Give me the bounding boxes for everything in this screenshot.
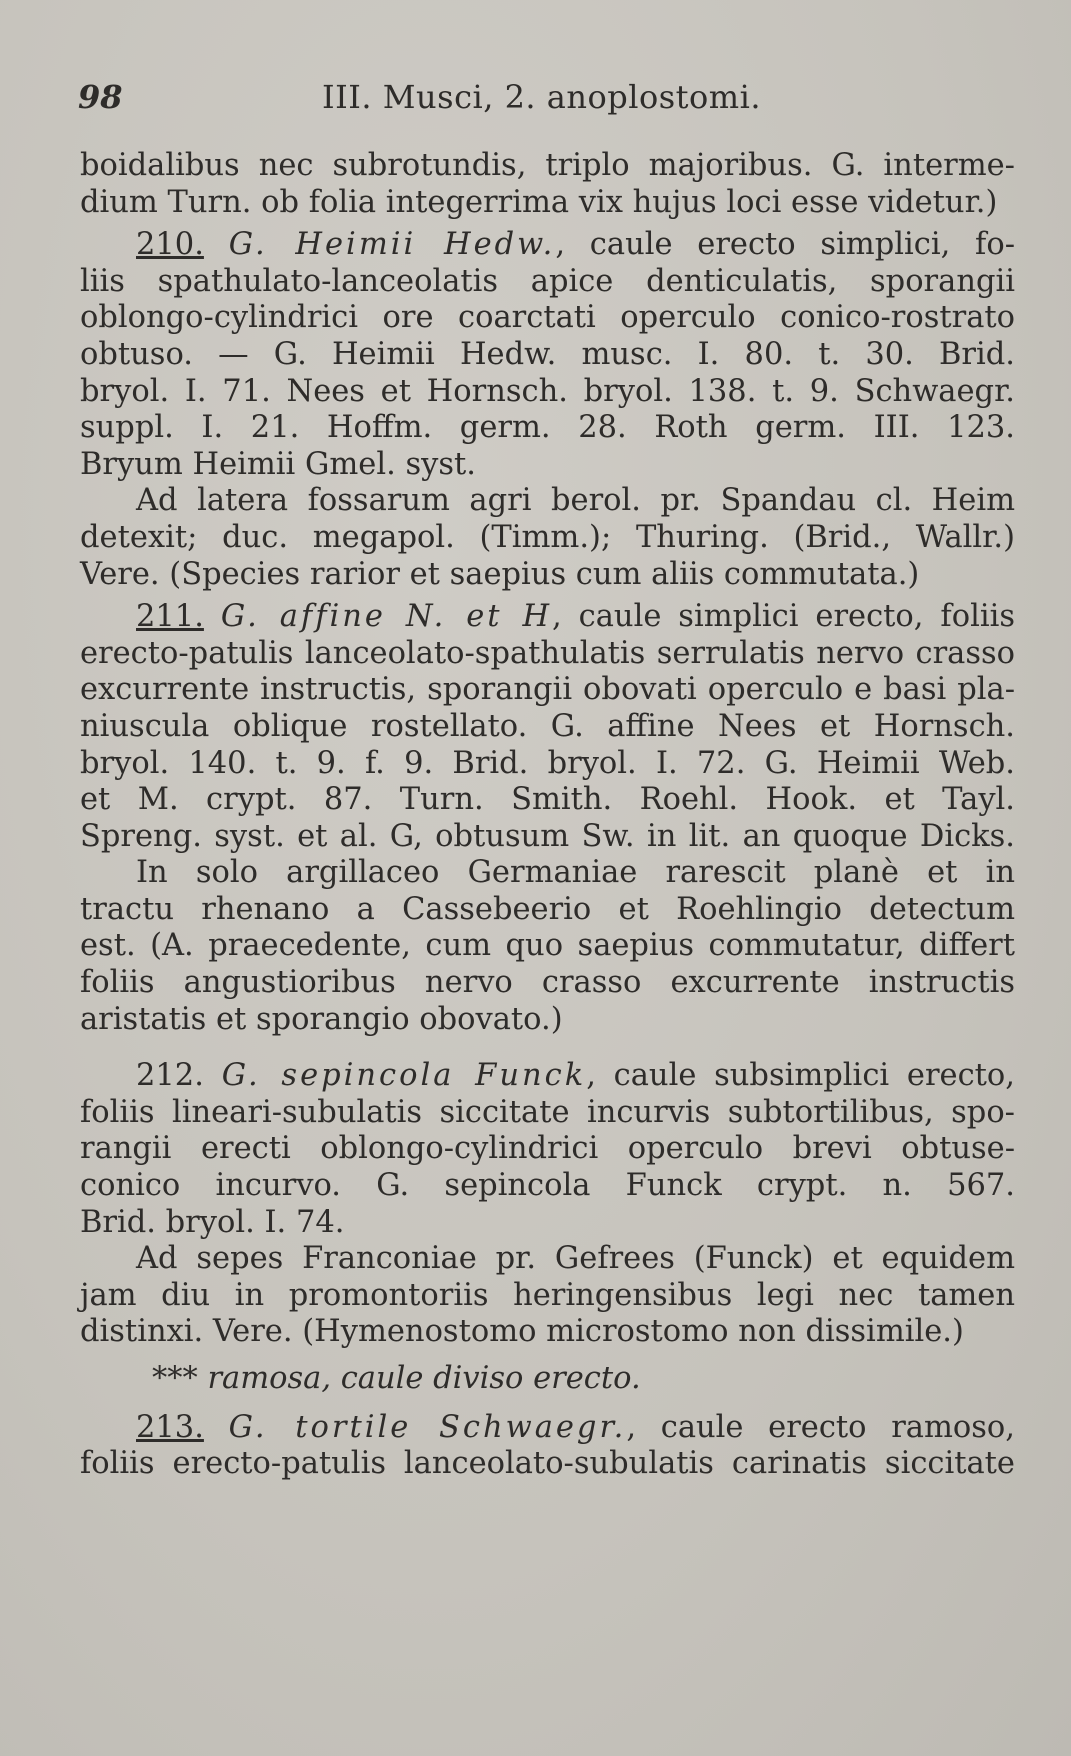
section-title: ramosa, caule diviso erecto. (207, 1361, 641, 1396)
text-line: distinxi. Vere. (Hymenostomo microstomo non dissimile.) (80, 1314, 964, 1350)
text-fragment: , caule simplici erecto, foliis (552, 599, 1015, 635)
text-line: et M. crypt. 87. Turn. Smith. Roehl. Hook. et Tayl. (80, 782, 1015, 818)
text-line: boidalibus nec subrotundis, triplo majoribus. G. interme- (80, 148, 1015, 183)
text-line: Brid. bryol. I. 74. (80, 1204, 345, 1240)
section-stars: *** (152, 1361, 198, 1396)
entry-number: 210. (136, 227, 204, 263)
text-line: detexit; duc. megapol. (Timm.); Thuring. (Brid., Wallr.) (80, 519, 1015, 555)
text-line: foliis erecto-patulis lanceolato-subulatis carinatis siccitate (80, 1446, 1015, 1482)
text-line: bryol. 140. t. 9. f. 9. Brid. bryol. I. 72. G. Heimii Web. (80, 745, 1015, 781)
text-line: bryol. I. 71. Nees et Hornsch. bryol. 138. t. 9. Schwaegr. (80, 373, 1015, 409)
text-line: Spreng. syst. et al. G, obtusum Sw. in lit. an quoque Dicks. (80, 818, 1015, 854)
text-line: suppl. I. 21. Hoffm. germ. 28. Roth germ. III. 123. (80, 410, 1015, 446)
entry-212-heading (80, 1058, 1015, 1095)
section-heading (80, 1361, 1015, 1398)
species-name: G. Heimii Hedw. (228, 227, 556, 263)
text-line: Ad latera fossarum agri berol. pr. Spandau cl. Heim (136, 483, 1015, 519)
page-header (78, 78, 838, 118)
text-line: foliis lineari-subulatis siccitate incurvis subtortilibus, spo- (80, 1094, 1015, 1130)
text-line: oblongo-cylindrici ore coarctati operculo conico-rostrato (80, 300, 1015, 336)
text-line: dium Turn. ob folia integerrima vix hujus loci esse videtur.) (80, 184, 998, 220)
species-name: G. tortile Schwaegr. (228, 1409, 627, 1445)
entry-number: 211. (136, 599, 204, 635)
text-line: excurrente instructis, sporangii obovati operculo e basi pla- (80, 672, 1015, 708)
text-line: Bryum Heimii Gmel. syst. (80, 446, 476, 482)
text-line: jam diu in promontoriis heringensibus legi nec tamen (80, 1277, 1015, 1313)
text-line: obtuso. — G. Heimii Hedw. musc. I. 80. t. 30. Brid. (80, 336, 1015, 372)
text-line: aristatis et sporangio obovato.) (80, 1001, 563, 1037)
text-line: In solo argillaceo Germaniae rarescit planè et in (136, 855, 1015, 891)
text-line: liis spathulato-lanceolatis apice denticulatis, sporangii (80, 263, 1015, 299)
entry-210-heading (80, 227, 1015, 264)
entry-number: 213. (136, 1409, 204, 1445)
text-line: niuscula oblique rostellato. G. affine Nees et Hornsch. (80, 708, 1015, 744)
text-line: tractu rhenano a Cassebeerio et Roehlingio detectum (80, 891, 1015, 927)
running-title: III. Musci, 2. anoplostomi. (322, 78, 761, 116)
entry-number: 212. (136, 1058, 204, 1094)
text-fragment: , caule erecto simplici, fo- (555, 227, 1016, 263)
text-line: Vere. (Species rarior et saepius cum aliis commutata.) (80, 556, 920, 592)
text-fragment: , caule subsimplici erecto, (586, 1058, 1015, 1094)
text-line: est. (A. praecedente, cum quo saepius commutatur, differt (80, 928, 1015, 964)
text-line: rangii erecti oblongo-cylindrici operculo brevi obtuse- (80, 1131, 1015, 1167)
species-name: G. sepincola Funck (221, 1058, 587, 1094)
page-number: 98 (78, 78, 123, 116)
text-line: erecto-patulis lanceolato-spathulatis serrulatis nervo crasso (80, 635, 1015, 671)
text-fragment: , caule erecto ramoso, (626, 1409, 1015, 1445)
text-line: Ad sepes Franconiae pr. Gefrees (Funck) et equidem (136, 1241, 1015, 1277)
text-line: conico incurvo. G. sepincola Funck crypt. n. 567. (80, 1168, 1015, 1204)
species-name: G. affine N. et H (220, 599, 553, 635)
entry-211-heading (80, 599, 1015, 636)
text-line: foliis angustioribus nervo crasso excurrente instructis (80, 965, 1015, 1001)
entry-213-heading (80, 1410, 1015, 1447)
body-text (80, 148, 1015, 1483)
